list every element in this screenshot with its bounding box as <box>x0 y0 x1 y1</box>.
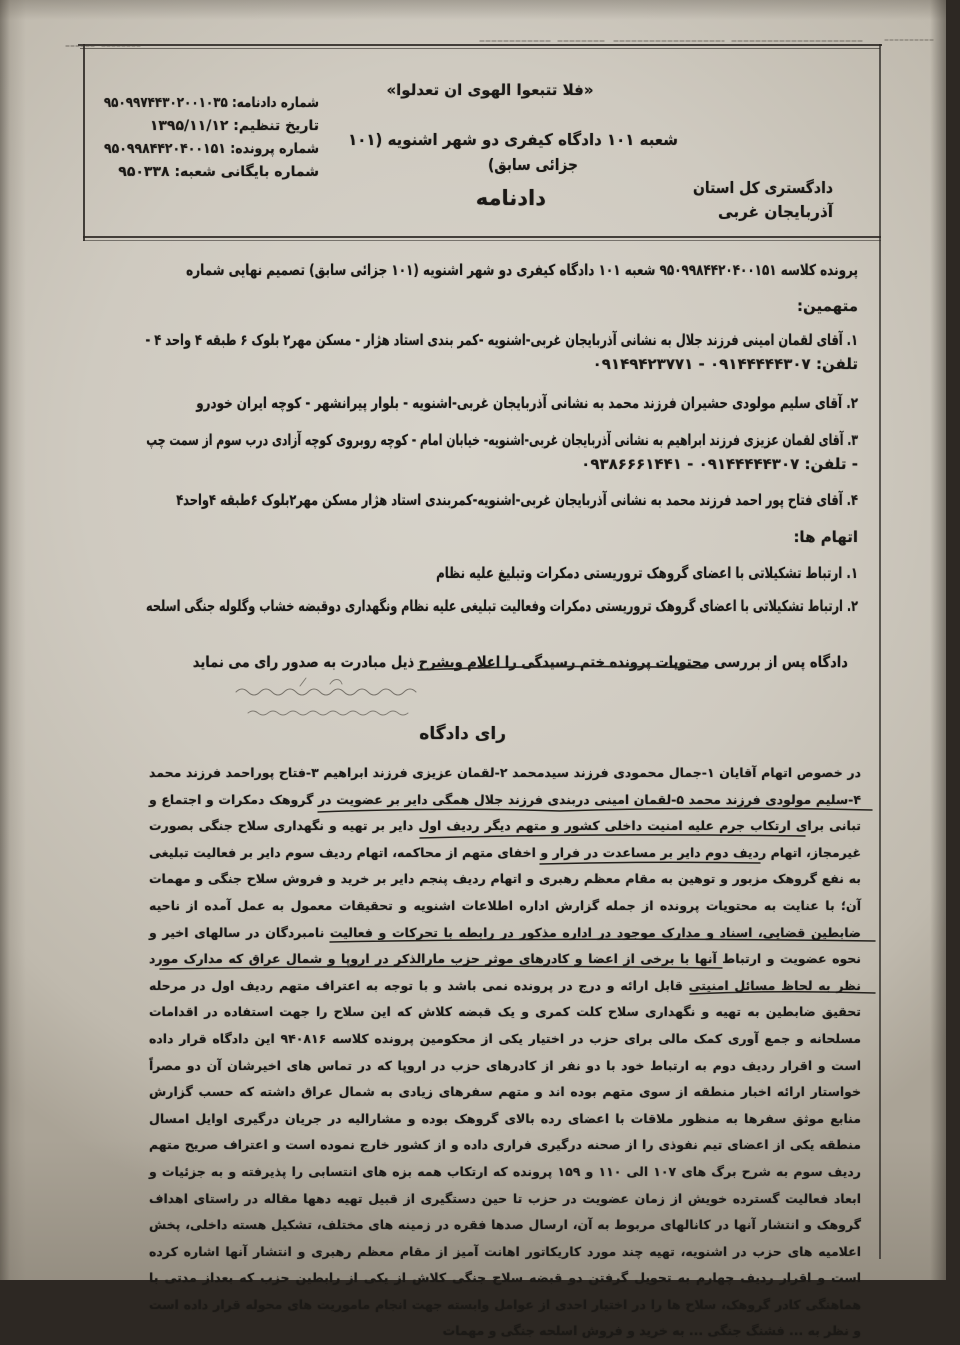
judiciary-line2: آذربایجان غربی <box>717 203 833 221</box>
case-number-row <box>103 138 319 160</box>
judgment-number-value: ۹۵۰۹۹۷۴۴۳۰۲۰۰۱۰۳۵ <box>103 95 228 111</box>
archive-number-value: ۹۵۰۳۳۸ <box>118 164 170 180</box>
frame-line-left <box>83 44 85 241</box>
judiciary-line1: دادگستری کل استان <box>692 179 833 197</box>
verdict-heading: رای دادگاه <box>419 724 506 744</box>
handwritten-note-line1 <box>236 689 416 695</box>
frame-line-right <box>879 44 881 1259</box>
case-number-label: شماره پرونده: <box>230 141 319 157</box>
judgment-number-label: شماره دادنامه: <box>231 95 319 111</box>
document-title: دادنامه <box>475 186 546 210</box>
issue-date-value: ۱۳۹۵/۱۱/۱۲ <box>149 118 229 134</box>
archive-number-row <box>104 161 319 183</box>
defendant-2: ۲. آقای سلیم مولودی حشیران فرزند محمد به نشانی آذربایجان غربی-اشنویه - بلوار پیرانشهر - کوچه ایران خودرو <box>196 394 858 412</box>
archive-number-label: شماره بایگانی شعبه: <box>174 164 319 180</box>
defendant-3-line2: - تلفن: ۰۹۱۴۴۴۴۴۳۰۷ - ۰۹۳۸۶۶۶۱۴۴۱ <box>581 455 858 473</box>
issue-date-label: تاریخ تنظیم: <box>233 118 319 134</box>
judgment-number-row <box>103 92 319 114</box>
case-metadata <box>104 92 319 187</box>
defendant-1-line2: تلفن: ۰۹۱۴۴۴۴۴۳۰۷ - ۰۹۱۴۹۴۲۳۷۷۱ <box>592 355 858 373</box>
defendant-3-line1: ۳. آقای لقمان عزیزی فرزند ابراهیم به نشانی آذربایجان غربی-اشنویه- خیابان امام - کوچه روبروی کوچه آزادی درب سوم از سمت چپ <box>146 431 858 449</box>
frame-line-top-inner <box>80 48 880 49</box>
closing-statement: دادگاه پس از بررسی محتویات پرونده ختم رسیدگی را اعلام وبشرح ذیل مبادرت به صدور رای می نماید <box>192 653 848 671</box>
defendant-1-line1: ۱. آقای لقمان امینی فرزند جلال به نشانی آذربایجان غربی-اشنویه -کمر بندی استاد هژار - مسکن مهر۲ بلوک ۶ طبقه ۴ واحد ۴ - <box>145 331 858 349</box>
header-divider-inner <box>83 240 881 241</box>
charge-1: ۱. ارتباط تشکیلاتی با اعضای گروهک تروریستی دمکرات وتبلیغ علیه نظام <box>436 564 858 582</box>
motto: «فلا تتبعوا الهوی ان تعدلوا» <box>386 81 594 99</box>
frame-line-top <box>78 44 882 46</box>
handwritten-note-line2 <box>248 711 408 715</box>
issue-date-row <box>104 115 319 137</box>
defendant-4: ۴. آقای فتاح پور احمد فرزند محمد به نشانی آذربایجان غربی-اشنویه-کمربندی استاد هژار مسکن مهر۲بلوک ۶طبقه ۴واحد۴ <box>176 491 858 509</box>
case-line: پرونده کلاسه ۹۵۰۹۹۸۴۴۲۰۴۰۰۱۵۱ شعبه ۱۰۱ دادگاه کیفری دو شهر اشنویه (۱۰۱ جزائی سابق) تصمیم نهایی شماره <box>186 261 858 279</box>
charges-heading: اتهام ها: <box>793 528 858 546</box>
verdict-body: در خصوص اتهام آقایان ۱-جمال محمودی فرزند سیدمحمد ۲-لقمان عزیزی فرزند ابراهیم ۳-فتاح پوراحمد فرزند محمد ۴-سلیم مولودی فرزند محمد ۵-لقمان امینی دربندی فرزند جلال همگی دایر بر عضویت در گروهک دمکرات و اجتماع و تبانی برای ارتکاب جرم علیه امنیت داخلی کشور و متهم دیگر ردیف اول دایر بر تهیه و نگهداری سلاح جنگی بصورت غیرمجاز، اتهام ردیف دوم دایر بر مساعدت در فرار و اخفای متهم از محاکمه، اتهام ردیف سوم دایر بر فعالیت تبلیغی به نفع گروهک مزبور و توهین به مقام معظم رهبری و اتهام ردیف پنجم دایر بر خرید و فروش سلاح جنگی و مهمات آن؛ با عنایت به محتویات پرونده از جمله گزارش اداره اطلاعات اشنویه و تحقیقات معمول به عمل آمده از ناحیه ضابطین قضایی، اسناد و مدارک موجود در اداره مذکور در رابطه با تحرکات و فعالیت نامبردگان در سالهای اخیر و نحوه عضویت و ارتباط آنها با برخی از اعضا و کادرهای موثر حزب مارالذکر در اروپا و شمال عراق که مدارک مورد نظر به لحاظ مسائل امنیتی قابل ارائه و درج در پرونده نمی باشد و با توجه به اعتراف متهم ردیف اول در مرحله تحقیق ضابطین به تهیه و نگهداری سلاح کلت کمری و یک قبضه کلاش که این سلاح را جهت استفاده در اقدامات مسلحانه و جمع آوری کمک مالی برای حزب در اختیار یکی از محکومین پرونده کلاسه ۹۴۰۸۱۶ این دادگاه قرار داده است و اقرار ردیف دوم به ارتباط خود با دو نفر از کادرهای حزب در اروپا که در تماس های اخیرشان آن دو مصراً خواستار ارائه اخبار منطقه از سوی متهم بوده اند و متهم سفرهای زیادی به شمال عراق داشته که حسب گزارش منابع موثق سفرها به منظور ملاقات با اعضای رده بالای گروهک بوده و مشارالیه در جریان درگیری اوایل امسال منطقه یکی از اعضای تیم نفوذی را از صحنه درگیری فراری داده و از کشور خارج نموده است و اعتراف صریح متهم ردیف سوم به شرح برگ های ۱۰۷ الی ۱۱۰ و ۱۵۹ پرونده که ارتکاب همه بزه های انتسابی را پذیرفته و به جزئیات و ابعاد فعالیت گسترده خویش از زمان عضویت در حزب تا حین دستگیری از قبیل تهیه دهها مقاله در راستای اهداف گروهک و انتشار آنها در کانالهای مربوط به آن، ارسال صدها فقره در زمینه های مختلف، تشکیل هسته داخلی، پخش اعلامیه های حزب در اشنویه، تهیه چند مورد کاریکاتور اهانت آمیز از مقام معظم رهبری و انتشار آنها اشاره کرده است و اقرار ردیف چهارم به تحویل گرفتن دو قبضه سلاح جنگی کلاش از یکی از رابطین حزب که بعداز مدتی با هماهنگی کادر گروهک، سلاح ها را در اختیار احدی از عوامل وابسته جهت انجام ماموریت های محوله قرار داده است و نظر به ... فشنگ جنگی ... به خرید و فروش اسلحه جنگی و مهمات <box>149 765 861 1339</box>
header-divider <box>83 236 881 238</box>
handwritten-mark <box>300 678 342 686</box>
charge-2: ۲. ارتباط تشکیلاتی با اعضای گروهک تروریستی دمکرات وفعالیت تبلیغی علیه نظام ونگهداری دوقبضه خشاب وگلوله جنگی اسلحه <box>145 597 858 615</box>
court-branch-line1: شعبه ۱۰۱ دادگاه کیفری دو شهر اشنویه (۱۰۱ <box>348 130 678 149</box>
court-branch-line2: جزائی سابق) <box>487 155 578 174</box>
defendants-heading: متهمین: <box>797 297 858 315</box>
case-number-value: ۹۵۰۹۹۸۴۴۲۰۴۰۰۱۵۱ <box>103 141 226 157</box>
